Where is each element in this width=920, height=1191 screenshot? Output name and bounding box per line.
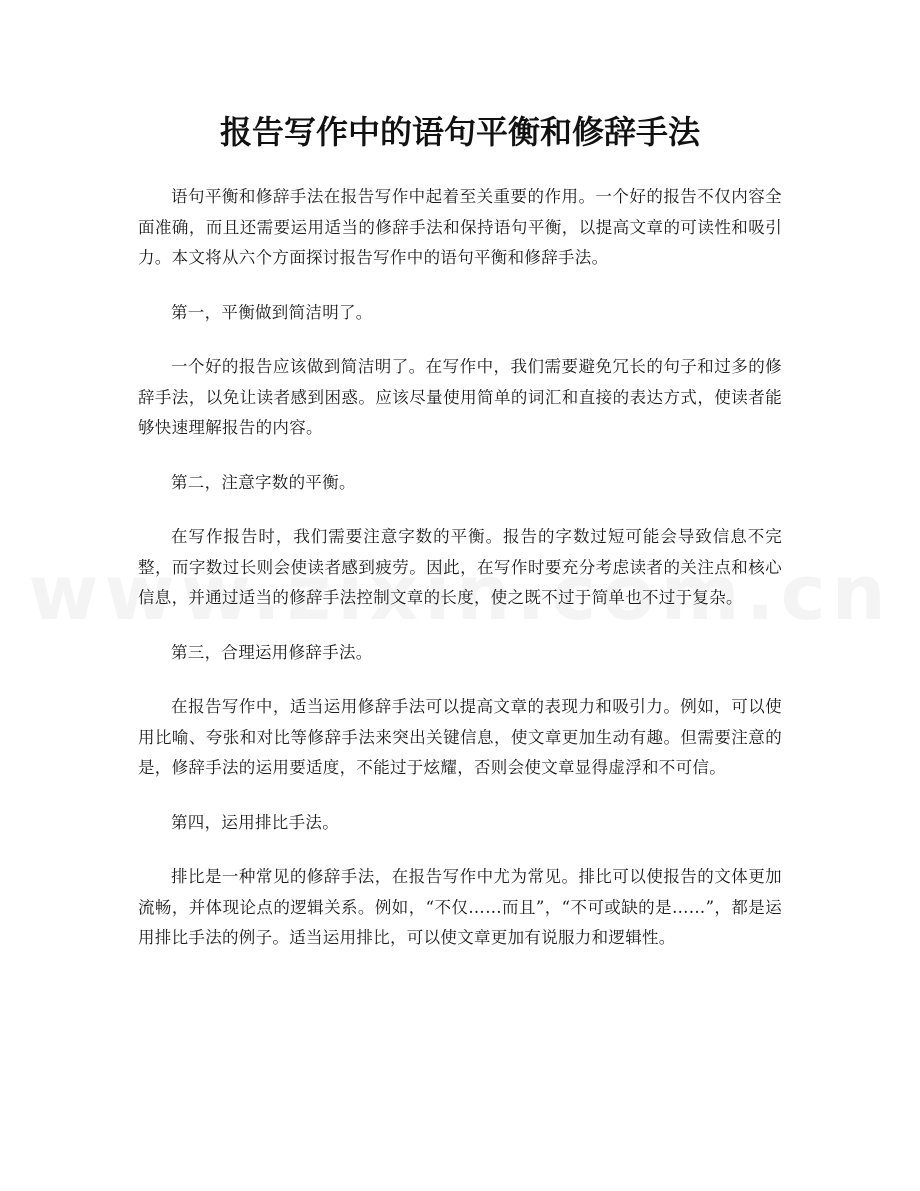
section-paragraph-4: 排比是一种常见的修辞手法，在报告写作中尤为常见。排比可以使报告的文体更加流畅，并体现论点的逻辑关系。例如，“不仅……而且”，“不可或缺的是……”，都是运用排比手法的例子。适当运用排比，可以使文章更加有说服力和逻辑性。 xyxy=(138,867,782,947)
section-heading-1: 第一，平衡做到简洁明了。 xyxy=(171,302,373,322)
document-body xyxy=(138,182,782,978)
section-paragraph-2: 在写作报告时，我们需要注意字数的平衡。报告的字数过短可能会导致信息不完整，而字数过长则会使读者感到疲劳。因此，在写作时要充分考虑读者的关注点和核心信息，并通过适当的修辞手法控制文章的长度，使之既不过于简单也不过于复杂。 xyxy=(138,527,782,607)
section-paragraph-3: 在报告写作中，适当运用修辞手法可以提高文章的表现力和吸引力。例如，可以使用比喻、夸张和对比等修辞手法来突出关键信息，使文章更加生动有趣。但需要注意的是，修辞手法的运用要适度，不能过于炫耀，否则会使文章显得虚浮和不可信。 xyxy=(138,697,782,777)
section-heading-3: 第三，合理运用修辞手法。 xyxy=(171,642,373,662)
intro-paragraph: 语句平衡和修辞手法在报告写作中起着至关重要的作用。一个好的报告不仅内容全面准确，而且还需要运用适当的修辞手法和保持语句平衡，以提高文章的可读性和吸引力。本文将从六个方面探讨报告写作中的语句平衡和修辞手法。 xyxy=(138,187,782,267)
section-heading-4: 第四，运用排比手法。 xyxy=(171,812,339,832)
document-title: 报告写作中的语句平衡和修辞手法 xyxy=(219,113,700,151)
section-paragraph-1: 一个好的报告应该做到简洁明了。在写作中，我们需要避免冗长的句子和过多的修辞手法，以免让读者感到困惑。应该尽量使用简单的词汇和直接的表达方式，使读者能够快速理解报告的内容。 xyxy=(138,357,782,437)
section-heading-2: 第二，注意字数的平衡。 xyxy=(171,472,356,492)
